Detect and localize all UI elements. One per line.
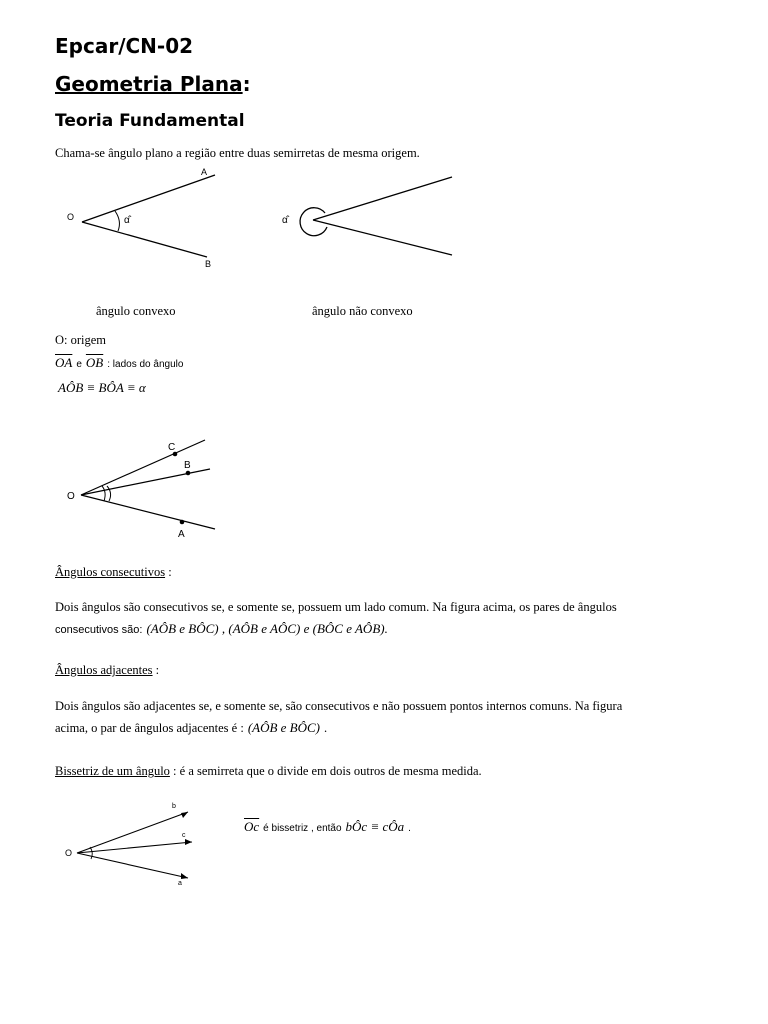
adjacent-line2-text: acima, o par de ângulos adjacentes é : bbox=[55, 721, 244, 735]
label-b2: B bbox=[184, 460, 191, 471]
course-title: Epcar/CN-02 bbox=[55, 34, 194, 58]
adjacent-period: . bbox=[324, 721, 328, 735]
consecutive-text: Dois ângulos são consecutivos se, e somente se, possuem um lado comum. Na figura acima, os pares de ângulos bbox=[55, 600, 617, 614]
label-b: B bbox=[205, 259, 212, 269]
consecutive-title bbox=[55, 565, 172, 580]
label-b3: b bbox=[172, 803, 176, 810]
ray-lower bbox=[313, 220, 452, 255]
bisector-title: Bissetriz de um ângulo bbox=[55, 764, 170, 778]
intro-text: Chama-se ângulo plano a região entre duas semirretas de mesma origem. bbox=[55, 146, 420, 160]
adjacent-pair: (AÔB e BÔC) bbox=[247, 720, 321, 735]
bisector-statement bbox=[244, 818, 411, 836]
consecutive-line2-text: consecutivos são: bbox=[55, 624, 143, 636]
adjacent-line2 bbox=[55, 719, 327, 737]
ray-oa bbox=[82, 175, 215, 222]
angle-figure-1 bbox=[55, 165, 475, 275]
label-o: O bbox=[67, 212, 75, 222]
point-a bbox=[180, 520, 185, 525]
bisector-arc bbox=[90, 847, 92, 859]
adjacent-title-text: Ângulos adjacentes bbox=[55, 663, 153, 677]
adjacent-title-suffix: : bbox=[152, 663, 160, 677]
label-a: A bbox=[201, 167, 208, 177]
ray-ob2 bbox=[81, 469, 210, 495]
bisector-is: é bissetriz , então bbox=[263, 823, 342, 834]
and-word: e bbox=[76, 359, 82, 370]
adjacent-title bbox=[55, 663, 159, 678]
arrow-c bbox=[185, 839, 192, 845]
sides-text: : lados do ângulo bbox=[107, 359, 184, 370]
consecutive-title-text: Ângulos consecutivos bbox=[55, 565, 166, 579]
ray-ob bbox=[82, 222, 207, 257]
sides-def bbox=[55, 354, 183, 372]
caption-convex: ângulo convexo bbox=[96, 304, 176, 318]
caption-nonconvex: ângulo não convexo bbox=[312, 304, 413, 318]
arc-1 bbox=[102, 486, 105, 501]
subject-name: Geometria Plana bbox=[55, 72, 243, 96]
label-a3: a bbox=[178, 880, 182, 887]
arrow-b bbox=[181, 812, 188, 818]
bisector-figure bbox=[55, 798, 205, 888]
angle-figure-2 bbox=[55, 432, 225, 544]
bisector-text: : é a semirreta que o divide em dois outros de mesma medida. bbox=[169, 764, 482, 778]
bisector-relation: bÔc ≡ cÔa bbox=[345, 819, 405, 834]
ray-oa3 bbox=[77, 853, 188, 878]
arrow-a bbox=[181, 873, 188, 879]
adjacent-text: Dois ângulos são adjacentes se, e somente se, são consecutivos e não possuem pontos internos comuns. Na figura bbox=[55, 699, 623, 713]
label-c3: c bbox=[182, 832, 186, 839]
consecutive-title-suffix: : bbox=[165, 565, 172, 579]
ray-ob3 bbox=[77, 812, 188, 853]
label-o3: O bbox=[65, 848, 73, 858]
bisector-period: . bbox=[408, 823, 411, 834]
point-b bbox=[186, 471, 191, 476]
ray-upper bbox=[313, 177, 452, 220]
ray-ob-symbol: $\overline{OB}$ bbox=[85, 355, 104, 370]
consecutive-line2 bbox=[55, 620, 388, 638]
origin-def: O: origem bbox=[55, 333, 107, 347]
label-alpha-left: α̂ bbox=[124, 215, 130, 226]
subject-title bbox=[55, 72, 251, 96]
ray-oa2 bbox=[81, 495, 215, 529]
subject-colon: : bbox=[242, 72, 251, 96]
label-alpha-right: α̂ bbox=[282, 215, 288, 226]
reflex-arc bbox=[300, 208, 327, 236]
label-o2: O bbox=[67, 491, 75, 502]
section-title: Teoria Fundamental bbox=[55, 111, 245, 131]
ray-oc-symbol: $\overline{Oc}$ bbox=[244, 819, 260, 834]
label-c2: C bbox=[168, 442, 176, 453]
bisector-line bbox=[55, 764, 482, 779]
convex-arc bbox=[115, 211, 119, 231]
ray-oa-symbol: $\overline{OA}$ bbox=[55, 355, 73, 370]
equivalence: AÔB ≡ BÔA ≡ α bbox=[58, 380, 146, 395]
ray-oc3 bbox=[77, 842, 192, 853]
consecutive-pairs: (AÔB e BÔC) , (AÔB e AÔC) e (BÔC e AÔB). bbox=[146, 621, 388, 636]
label-a2: A bbox=[178, 529, 185, 540]
arc-2 bbox=[107, 486, 111, 501]
